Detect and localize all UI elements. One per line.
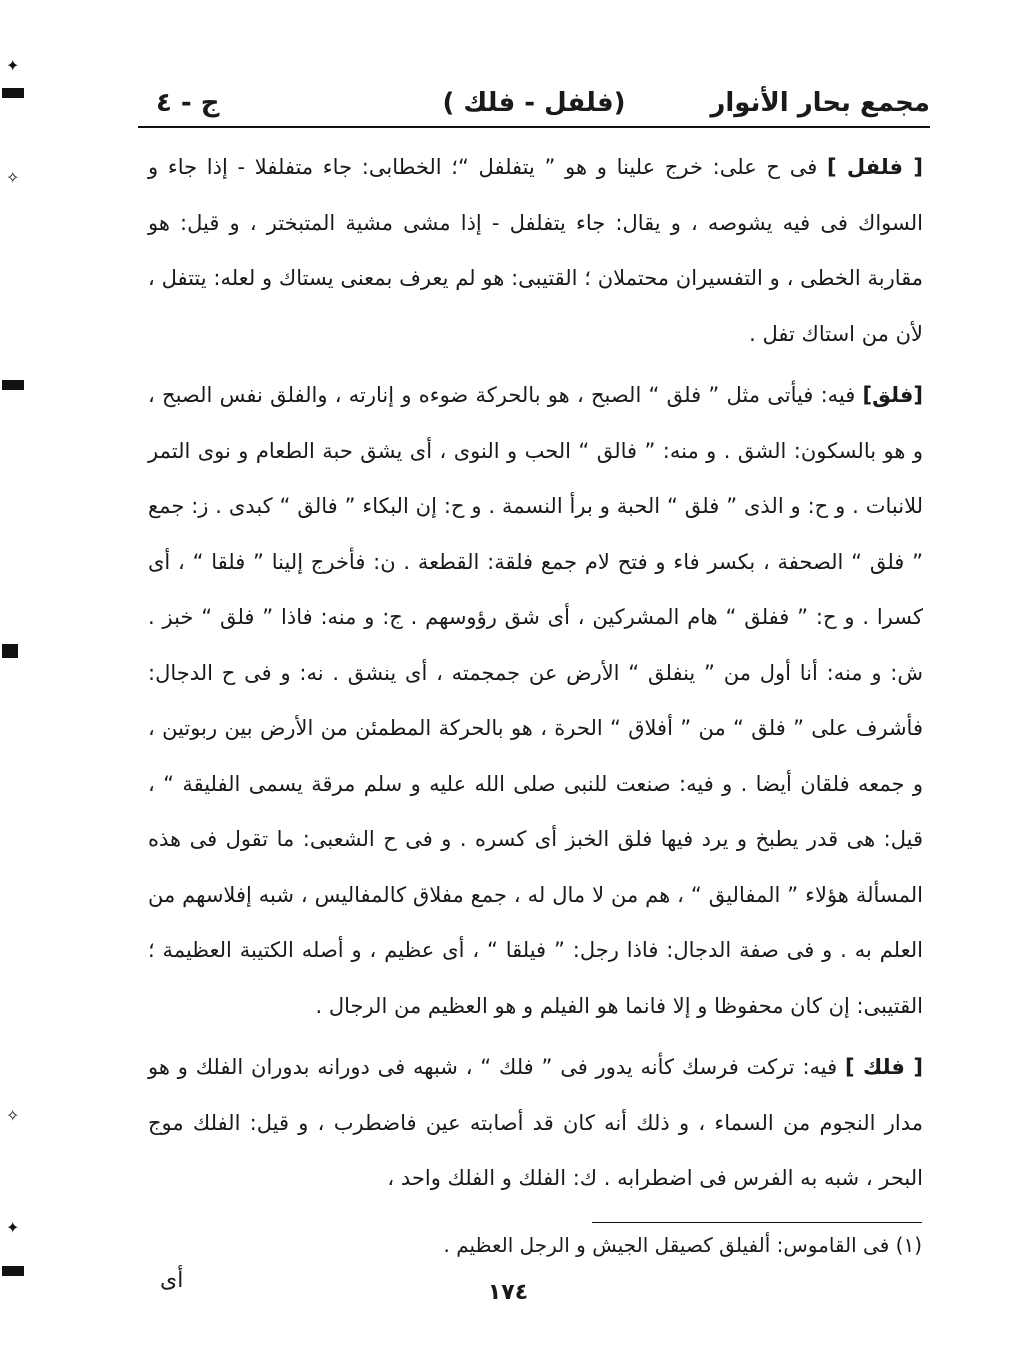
dictionary-entry [148,368,923,1034]
entry-headword: [ فلفل ] [826,155,923,179]
margin-star-mark: ✧ [6,168,20,187]
margin-star-mark: ✧ [6,1106,20,1125]
margin-star-mark: ✦ [6,1218,20,1237]
entry-headword: [فلق] [862,383,923,407]
page-number: ١٧٤ [487,1280,529,1305]
margin-star-mark: ✦ [6,56,20,75]
entry-text: فيه: فيأتى مثل ” فلق “ الصبح ، هو بالحركة ضوءه و إنارته ، والفلق نفس الصبح ، و هو بالسكون: الشق . و منه: ” فالق “ الحب و النوى ، أى يشق حبة الطعام و نوى التمر للانبات . و ح: و الذى ” فلق “ الحبة و برأ النسمة . و ح: إن البكاء ” فالق “ كبدى . ز: جمع ” فلق “ الصحفة ، بكسر فاء و فتح لام جمع فلقة: القطعة . ن: فأخرج إلينا ” فلقا “ ، أى كسرا . و ح: ” ففلق “ هام المشركين ، أى شق رؤوسهم . ج: و منه: فاذا ” فلق “ خبز . ش: و منه: أنا أول من ” ينفلق “ الأرض عن جمجمته ، أى ينشق . نه: و فى ح الدجال: فأشرف على ” فلق “ من ” أفلاق “ الحرة ، هو بالحركة المطمئن من الأرض بين ربوتين ، و جمعه فلقان أيضا . و فيه: صنعت للنبى صلى الله عليه و سلم مرقة يسمى الفليقة “ ، قيل: هى قدر يطبخ و يرد فيها فلق الخبز أى كسره . و فى ح الشعبى: ما تقول فى هذه المسألة هؤلاء ” المفاليق “ ، هم من لا مال له ، جمع مفلاق كالمفاليس ، شبه إفلاسهم من العلم به . و فى صفة الدجال: فاذا رجل: ” فيلقا “ ، أى عظيم ، و أصله الكتيبة العظيمة ؛ القتيبى: إن كان محفوظا و إلا فانما هو الفيلم و هو العظيم من الرجال . [148,383,923,1018]
margin-dash-mark [2,644,18,658]
running-header [138,86,930,128]
margin-dash-mark [2,380,24,390]
dictionary-entry [148,1040,923,1207]
margin-dash-mark [2,88,24,98]
volume-number: ج - ٤ [156,88,220,118]
dictionary-entry [148,140,923,362]
margin-dash-mark [2,1266,24,1276]
footnote: (١) فى القاموس: ألفيلق كصيقل الجيش و الرجل العظيم . [443,1233,922,1257]
entry-text: فيه: تركت فرسك كأنه يدور فى ” فلك “ ، شبهه فى دورانه بدوران الفلك و هو مدار النجوم من السماء ، و ذلك أنه كان قد أصابته عين فاضطرب ، و قيل: الفلك موج البحر ، شبه به الفرس فى اضطرابه . ك: الفلك و الفلك واحد ، [148,1055,923,1190]
catchword: أى [160,1268,184,1293]
entry-headword: [ فلك ] [845,1055,923,1079]
entry-text: فى ح على: خرج علينا و هو ” يتفلفل “؛ الخطابى: جاء متفلفلا - إذا جاء و السواك فى فيه يشوصه ، و يقال: جاء يتفلفل - إذا مشى مشية المتبختر ، و قيل: هو مقاربة الخطى ، و التفسيران محتملان ؛ القتيبى: هو لم يعرف بمعنى يستاك و لعله: يتتفل ، لأن من استاك تفل . [148,155,923,346]
footnote-divider [592,1222,922,1223]
book-title: مجمع بحار الأنوار [710,88,930,118]
entry-range: (فلفل - فلك ) [442,88,626,118]
main-text [148,140,923,1207]
